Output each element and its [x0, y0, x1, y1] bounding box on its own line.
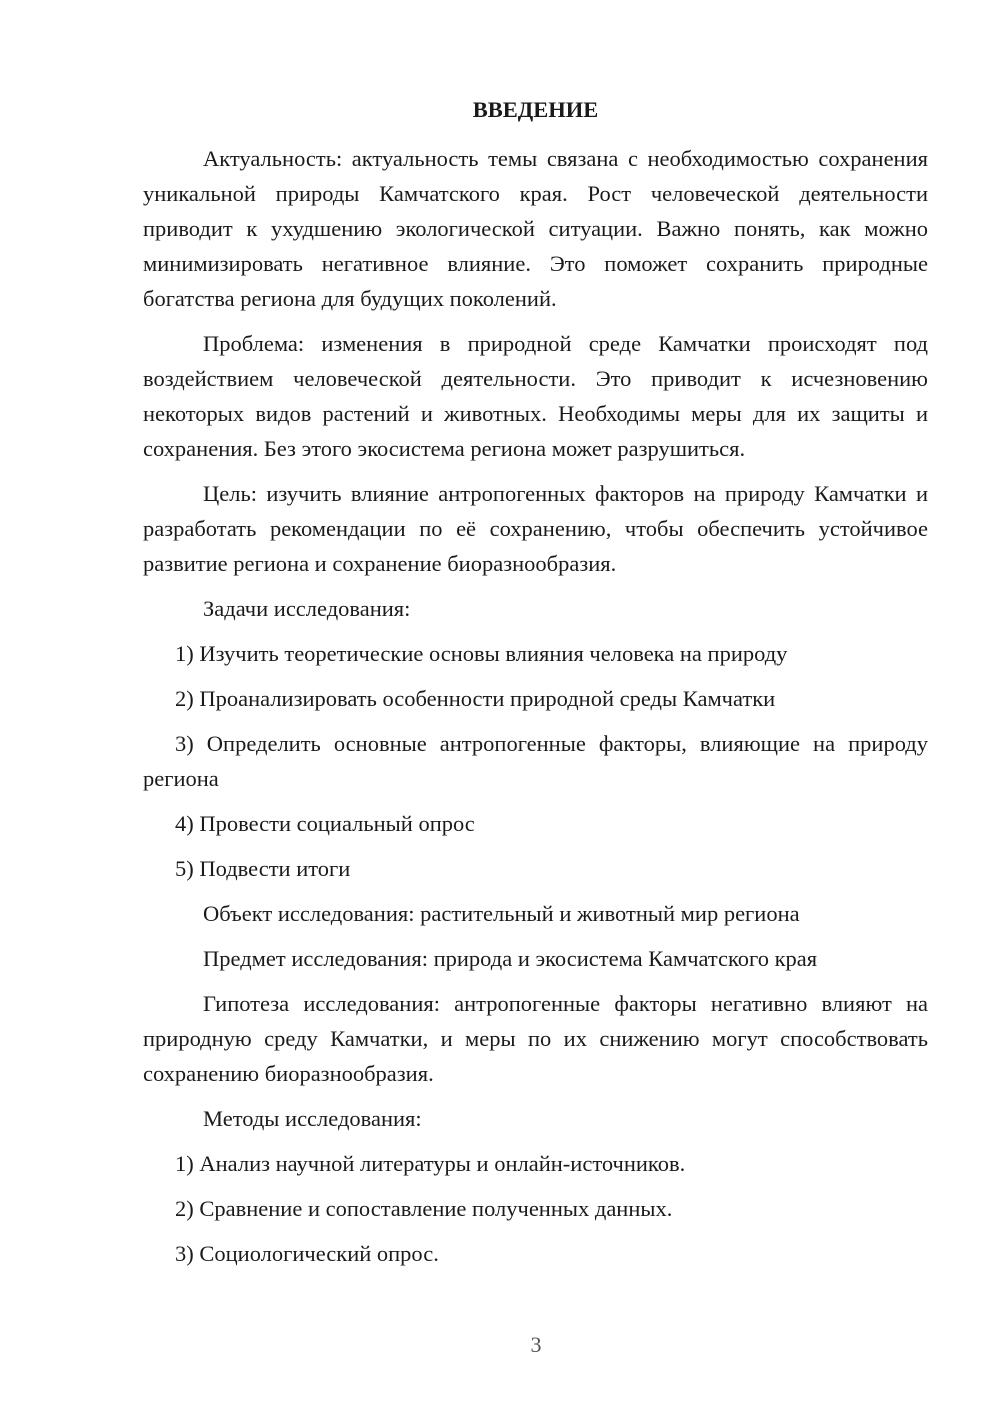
object-line: Объект исследования: растительный и животный мир региона — [203, 901, 800, 926]
method-item-3: 3) Социологический опрос. — [175, 1241, 439, 1266]
tasks-label: Задачи исследования: — [203, 596, 411, 621]
task-item-1: 1) Изучить теоретические основы влияния человека на природу — [175, 641, 788, 666]
section-heading: ВВЕДЕНИЕ — [472, 97, 599, 122]
subject-line: Предмет исследования: природа и экосистема Камчатского края — [203, 946, 818, 971]
task-item-2: 2) Проанализировать особенности природной среды Камчатки — [175, 686, 776, 711]
task-item-5: 5) Подвести итоги — [175, 856, 351, 881]
relevance-paragraph: Актуальность: актуальность темы связана с необходимостью сохранения уникальной природы Камчатского края. Рост человеческой деятельности приводит к ухудшению экологической ситуации. Важно понять, как можно минимизировать негативное влияние. Это поможет сохранить природные богатства региона для будущих поколений. — [143, 146, 928, 311]
method-item-2: 2) Сравнение и сопоставление полученных данных. — [175, 1196, 673, 1221]
goal-paragraph: Цель: изучить влияние антропогенных факторов на природу Камчатки и разработать рекомендации по её сохранению, чтобы обеспечить устойчивое развитие региона и сохранение биоразнообразия. — [143, 481, 928, 576]
page-content — [143, 92, 928, 1281]
task-item-4: 4) Провести социальный опрос — [175, 811, 475, 836]
methods-label: Методы исследования: — [203, 1106, 422, 1131]
page-number: 3 — [530, 1332, 542, 1357]
method-item-1: 1) Анализ научной литературы и онлайн-источников. — [175, 1151, 686, 1176]
task-item-3: 3) Определить основные антропогенные факторы, влияющие на природу региона — [143, 731, 928, 791]
hypothesis-paragraph: Гипотеза исследования: антропогенные факторы негативно влияют на природную среду Камчатки, и меры по их снижению могут способствовать сохранению биоразнообразия. — [143, 991, 928, 1086]
problem-paragraph: Проблема: изменения в природной среде Камчатки происходят под воздействием человеческой деятельности. Это приводит к исчезновению некоторых видов растений и животных. Необходимы меры для их защиты и сохранения. Без этого экосистема региона может разрушиться. — [143, 331, 928, 461]
